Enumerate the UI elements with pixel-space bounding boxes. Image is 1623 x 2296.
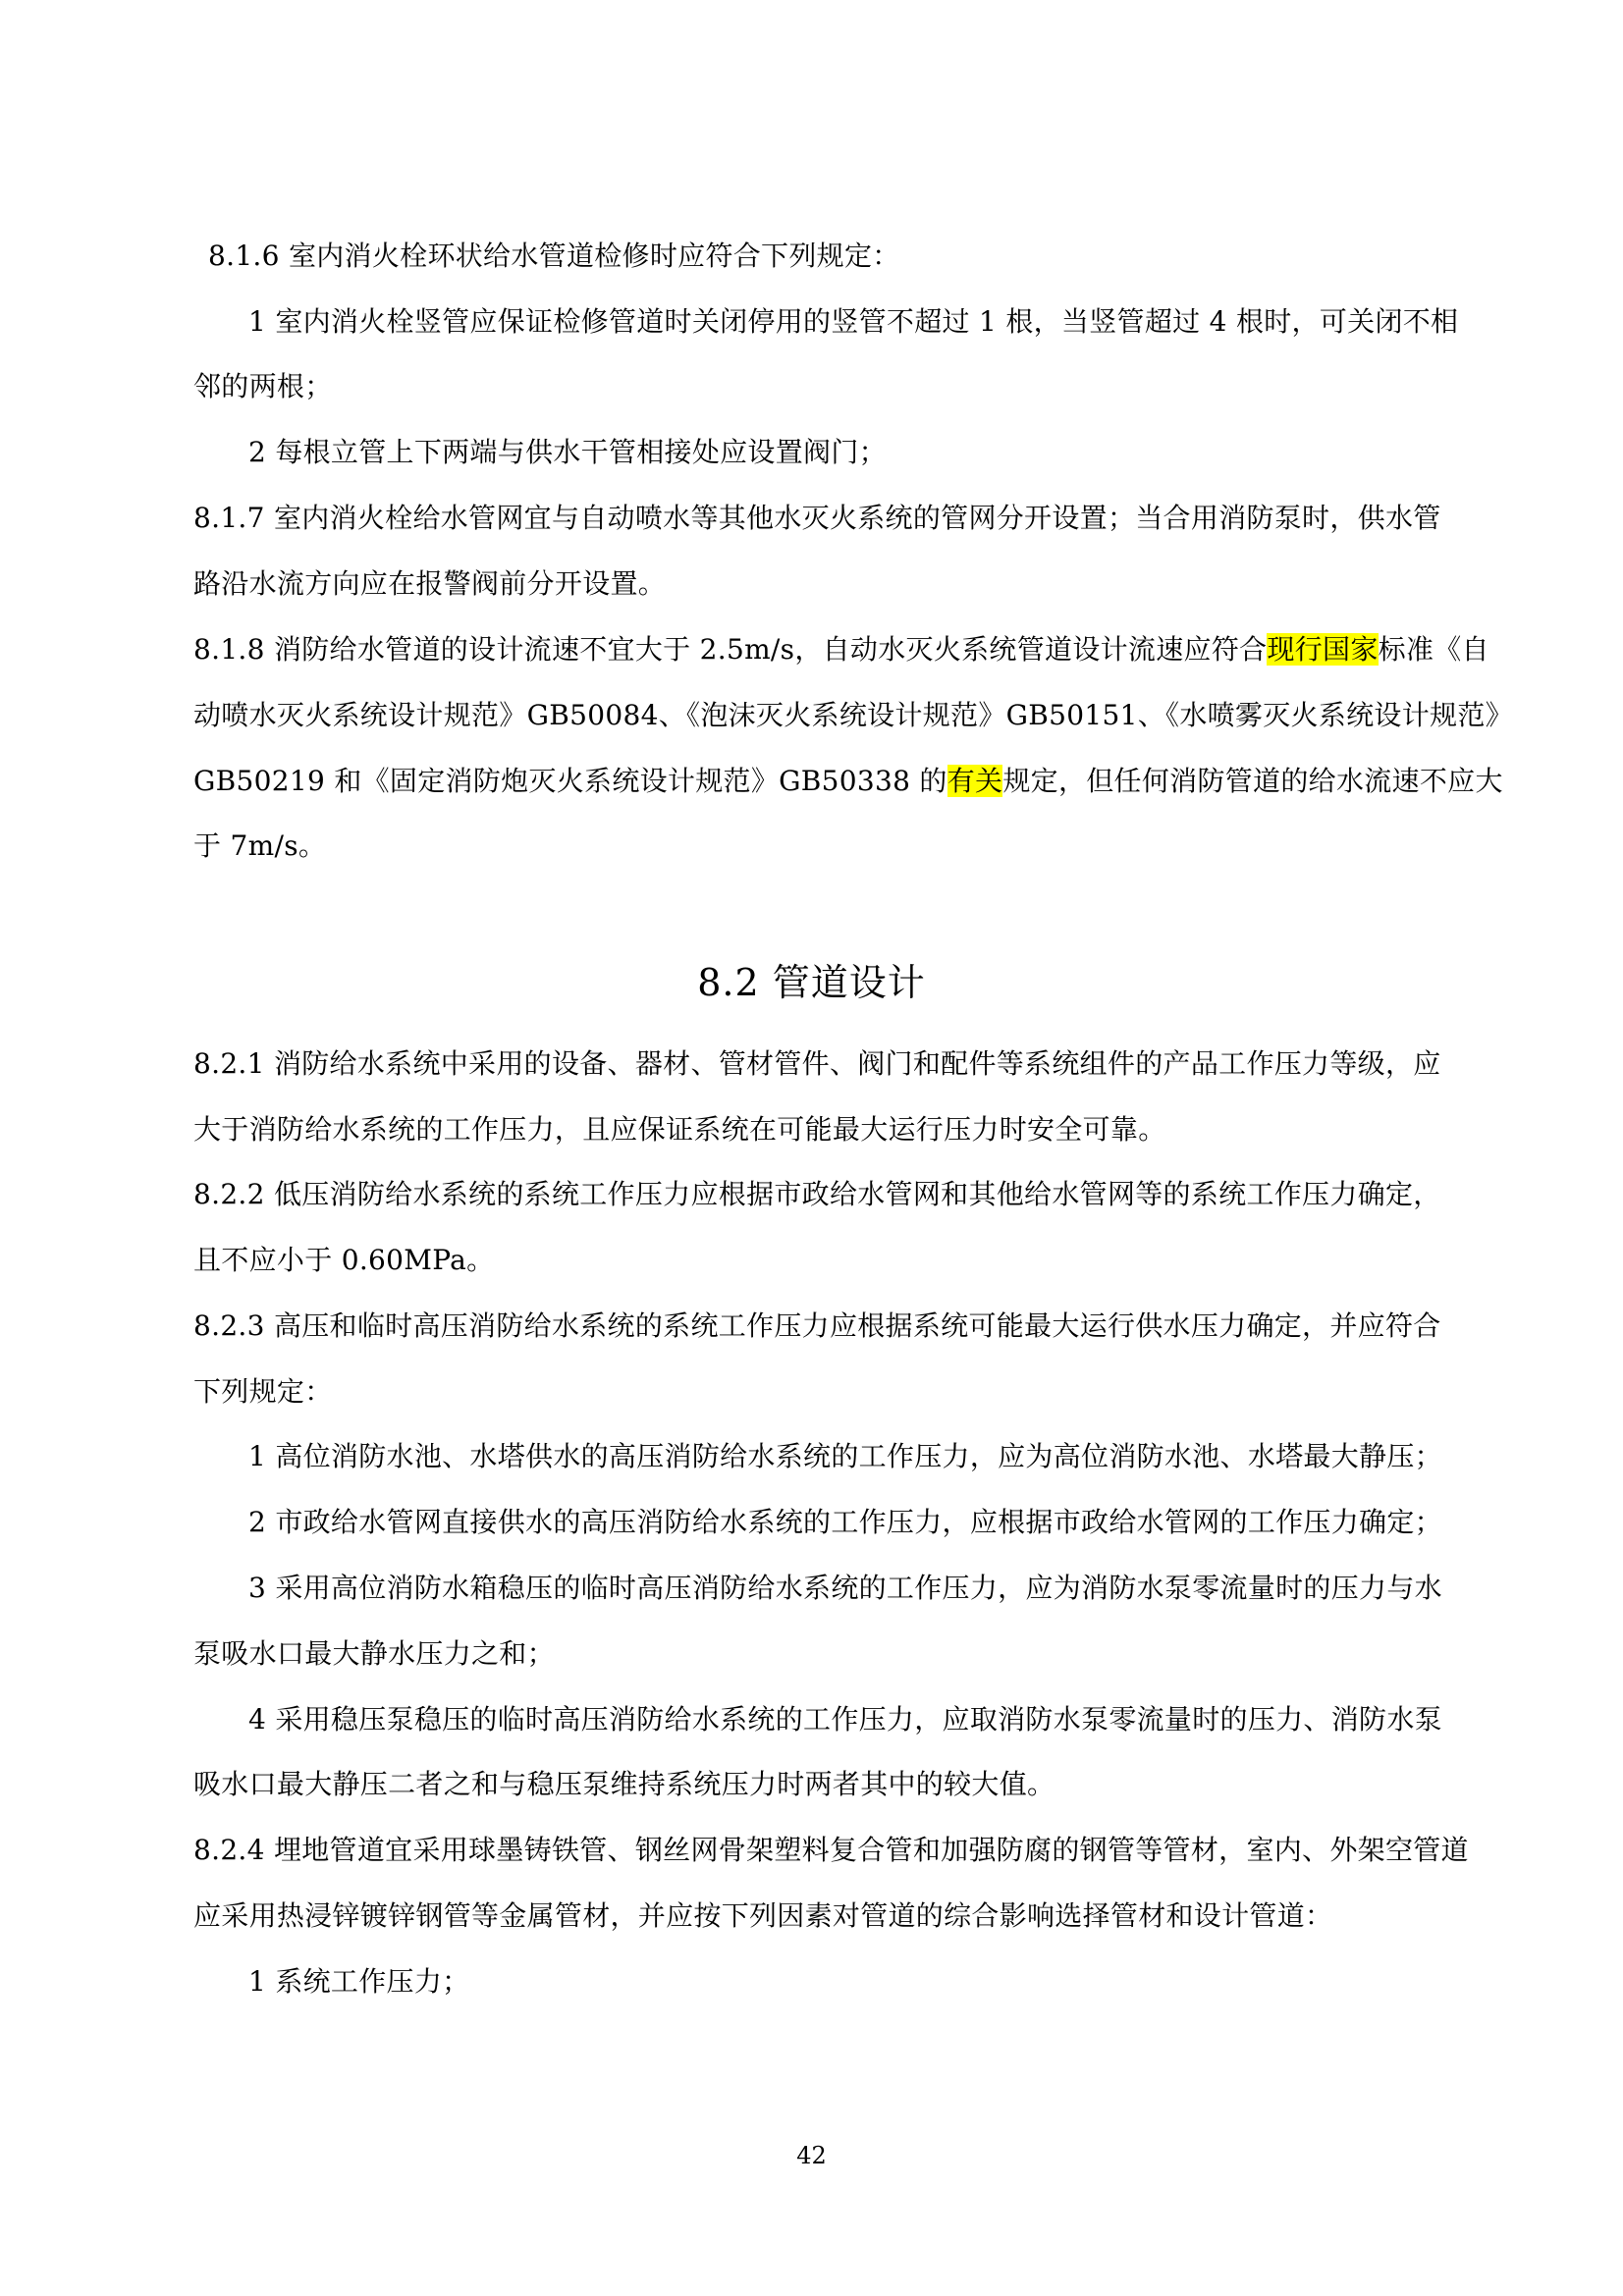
- clause-8-1-8-cont-2-text-a: GB50219 和《固定消防炮灭火系统设计规范》GB50338 的: [193, 765, 947, 797]
- clause-8-2-3-item-4: 4 采用稳压泵稳压的临时高压消防给水系统的工作压力，应取消防水泵零流量时的压力、消防水泵: [248, 1703, 1442, 1735]
- clause-8-1-6-item-1: 1 室内消火栓竖管应保证检修管道时关闭停用的竖管不超过 1 根，当竖管超过 4 根时，可关闭不相: [248, 305, 1459, 338]
- clause-8-2-3-item-3: 3 采用高位消防水箱稳压的临时高压消防给水系统的工作压力，应为消防水泵零流量时的压力与水: [248, 1572, 1442, 1604]
- clause-8-1-7-cont: 路沿水流方向应在报警阀前分开设置。: [193, 567, 667, 600]
- clause-8-2-3-item-2: 2 市政给水管网直接供水的高压消防给水系统的工作压力，应根据市政给水管网的工作压力确定；: [248, 1506, 1442, 1538]
- clause-8-1-8-text-b: 标准《自: [1378, 633, 1489, 666]
- clause-8-2-3-item-3-cont: 泵吸水口最大静水压力之和；: [193, 1637, 555, 1670]
- clause-8-2-1-cont: 大于消防给水系统的工作压力，且应保证系统在可能最大运行压力时安全可靠。: [193, 1113, 1166, 1146]
- clause-8-2-3-cont: 下列规定：: [193, 1375, 333, 1408]
- clause-8-2-3-item-1: 1 高位消防水池、水塔供水的高压消防给水系统的工作压力，应为高位消防水池、水塔最大静压；: [248, 1440, 1442, 1472]
- clause-8-1-6: 8.1.6 室内消火栓环状给水管道检修时应符合下列规定：: [208, 240, 900, 272]
- clause-8-2-4-cont: 应采用热浸锌镀锌钢管等金属管材，并应按下列因素对管道的综合影响选择管材和设计管道：: [193, 1899, 1333, 1932]
- clause-8-1-6-item-1-cont: 邻的两根；: [193, 370, 333, 402]
- clause-8-2-2-cont: 且不应小于 0.60MPa。: [193, 1244, 495, 1276]
- clause-8-1-8-text-a: 8.1.8 消防给水管道的设计流速不宜大于 2.5m/s，自动水灭火系统管道设计流速应符合: [193, 633, 1268, 666]
- clause-8-2-3-item-4-cont: 吸水口最大静压二者之和与稳压泵维持系统压力时两者其中的较大值。: [193, 1768, 1055, 1800]
- highlight-current-national: 现行国家: [1267, 633, 1379, 666]
- clause-8-1-8-cont-2: [193, 762, 1503, 801]
- clause-8-2-1: 8.2.1 消防给水系统中采用的设备、器材、管材管件、阀门和配件等系统组件的产品工作压力等级，应: [193, 1047, 1441, 1080]
- section-heading-8-2: 8.2 管道设计: [697, 961, 926, 1004]
- clause-8-1-8-cont-1: 动喷水灭火系统设计规范》GB50084、《泡沫灭火系统设计规范》GB50151、《水喷雾灭火系统设计规范》: [193, 699, 1513, 731]
- highlight-relevant: 有关: [947, 765, 1003, 797]
- clause-8-1-7: 8.1.7 室内消火栓给水管网宜与自动喷水等其他水灭火系统的管网分开设置；当合用消防泵时，供水管: [193, 502, 1441, 534]
- clause-8-2-3: 8.2.3 高压和临时高压消防给水系统的系统工作压力应根据系统可能最大运行供水压力确定，并应符合: [193, 1309, 1441, 1342]
- clause-8-1-8-cont-3: 于 7m/s。: [193, 829, 327, 862]
- clause-8-2-4-item-1: 1 系统工作压力；: [248, 1965, 470, 1998]
- clause-8-2-4: 8.2.4 埋地管道宜采用球墨铸铁管、钢丝网骨架塑料复合管和加强防腐的钢管等管材，室内、外架空管道: [193, 1834, 1469, 1866]
- page-number: 42: [796, 2142, 827, 2169]
- clause-8-1-6-item-2: 2 每根立管上下两端与供水干管相接处应设置阀门；: [248, 436, 887, 468]
- clause-8-1-8-cont-2-text-b: 规定，但任何消防管道的给水流速不应大: [1002, 765, 1503, 797]
- clause-8-1-8: [193, 630, 1489, 669]
- clause-8-2-2: 8.2.2 低压消防给水系统的系统工作压力应根据市政给水管网和其他给水管网等的系统工作压力确定，: [193, 1178, 1441, 1210]
